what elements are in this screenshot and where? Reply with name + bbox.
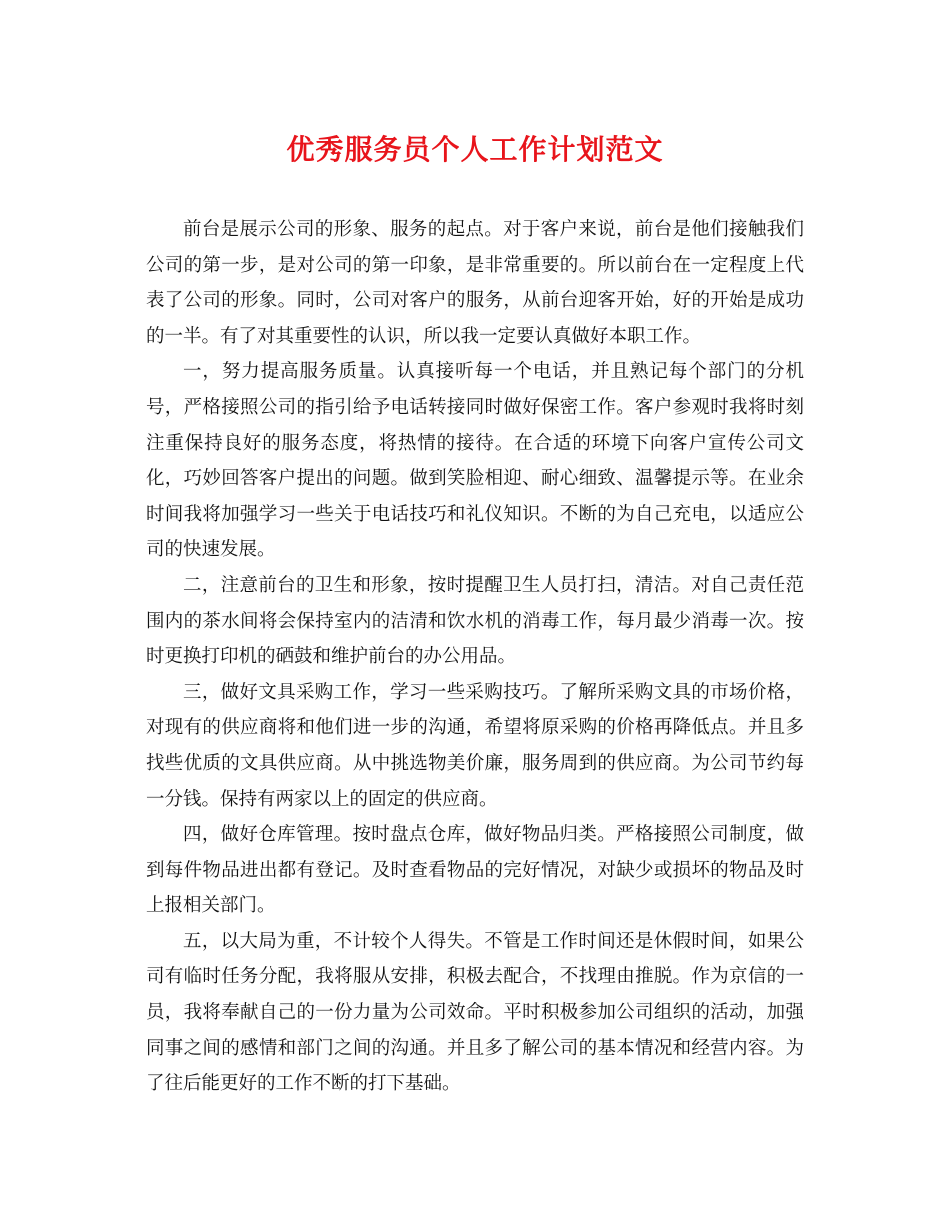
- document-title: 优秀服务员个人工作计划范文: [286, 133, 664, 166]
- paragraph-teamwork: 五，以大局为重，不计较个人得失。不管是工作时间还是休假时间，如果公司有临时任务分配，我将服从安排，积极去配合，不找理由推脱。作为京信的一员，我将奉献自己的一份力量为公司效命。平时积极参加公司组织的活动，加强同事之间的感情和部门之间的沟通。并且多了解公司的基本情况和经营内容。为了往后能更好的工作不断的打下基础。: [146, 930, 804, 1095]
- paragraph-intro: 前台是展示公司的形象、服务的起点。对于客户来说，前台是他们接触我们公司的第一步，是对公司的第一印象，是非常重要的。所以前台在一定程度上代表了公司的形象。同时，公司对客户的服务，从前台迎客开始，好的开始是成功的一半。有了对其重要性的认识，所以我一定要认真做好本职工作。: [146, 219, 804, 347]
- paragraph-hygiene: 二，注意前台的卫生和形象，按时提醒卫生人员打扫，清洁。对自己责任范围内的茶水间将会保持室内的洁清和饮水机的消毒工作，每月最少消毒一次。按时更换打印机的硒鼓和维护前台的办公用品。: [146, 574, 804, 668]
- document-body: [146, 212, 804, 1102]
- paragraph-service-quality: 一，努力提高服务质量。认真接听每一个电话，并且熟记每个部门的分机号，严格接照公司的指引给予电话转接同时做好保密工作。客户参观时我将时刻注重保持良好的服务态度，将热情的接待。在合适的环境下向客户宣传公司文化，巧妙回答客户提出的问题。做到笑脸相迎、耐心细致、温馨提示等。在业余时间我将加强学习一些关于电话技巧和礼仪知识。不断的为自己充电，以适应公司的快速发展。: [146, 361, 804, 561]
- paragraph-purchasing: 三，做好文具采购工作，学习一些采购技巧。了解所采购文具的市场价格，对现有的供应商将和他们进一步的沟通，希望将原采购的价格再降低点。并且多找些优质的文具供应商。从中挑选物美价廉，服务周到的供应商。为公司节约每一分钱。保持有两家以上的固定的供应商。: [146, 681, 804, 810]
- paragraph-warehouse: 四，做好仓库管理。按时盘点仓库，做好物品归类。严格接照公司制度，做到每件物品进出都有登记。及时查看物品的完好情况，对缺少或损坏的物品及时上报相关部门。: [146, 824, 804, 917]
